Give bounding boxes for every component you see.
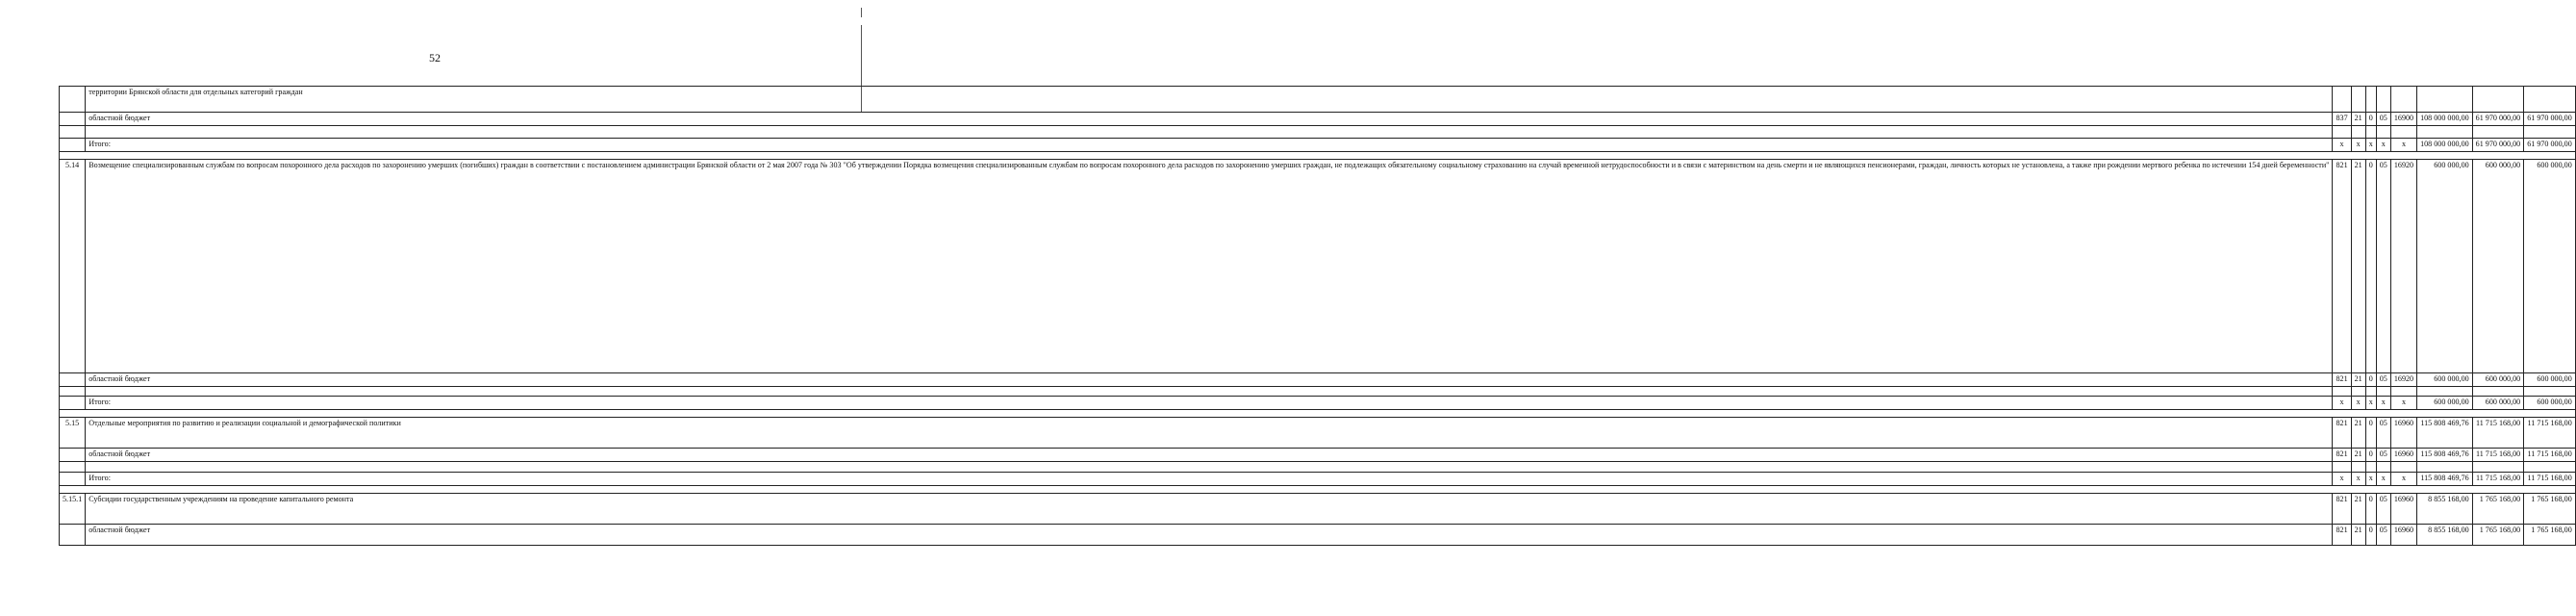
row-cell: 0 <box>2365 525 2376 546</box>
row-cell: 0 <box>2365 160 2376 373</box>
row-cell <box>2365 87 2376 113</box>
row-amount: 11 715 168,00 <box>2524 473 2576 486</box>
table-gap <box>60 152 2576 160</box>
row-cell: x <box>2376 139 2390 152</box>
table-gap <box>60 387 2576 397</box>
row-cell: x <box>2365 139 2376 152</box>
row-amount <box>2472 87 2524 113</box>
row-cell: x <box>2376 397 2390 410</box>
row-amount: 108 000 000,00 <box>2417 139 2473 152</box>
row-code: 5.15.1 <box>60 494 86 525</box>
row-cell: 16900 <box>2390 113 2416 126</box>
row-cell: x <box>2333 397 2351 410</box>
row-amount: 600 000,00 <box>2472 397 2524 410</box>
table-row <box>60 494 2576 525</box>
row-cell: 821 <box>2333 160 2351 373</box>
row-amount: 108 000 000,00 <box>2417 113 2473 126</box>
table-row <box>60 449 2576 462</box>
row-cell <box>2376 87 2390 113</box>
row-amount: 61 970 000,00 <box>2472 139 2524 152</box>
table-row <box>60 87 2576 113</box>
budget-table <box>59 86 2576 546</box>
row-name: областной бюджет <box>86 525 2333 546</box>
row-amount <box>2524 87 2576 113</box>
row-cell: 05 <box>2376 449 2390 462</box>
row-amount: 61 970 000,00 <box>2524 113 2576 126</box>
row-cell: x <box>2390 139 2416 152</box>
table-row <box>60 139 2576 152</box>
row-amount: 600 000,00 <box>2524 160 2576 373</box>
row-cell <box>2390 87 2416 113</box>
row-amount: 600 000,00 <box>2472 373 2524 387</box>
row-amount: 11 715 168,00 <box>2472 418 2524 449</box>
table-row <box>60 160 2576 373</box>
table-row <box>60 113 2576 126</box>
row-code: 5.15 <box>60 418 86 449</box>
scan-edge-mark <box>861 8 862 17</box>
table-row <box>60 473 2576 486</box>
row-cell: 16960 <box>2390 525 2416 546</box>
row-cell: x <box>2351 139 2365 152</box>
row-amount: 600 000,00 <box>2417 160 2473 373</box>
row-cell: 21 <box>2351 525 2365 546</box>
table-row <box>60 525 2576 546</box>
row-amount: 11 715 168,00 <box>2524 418 2576 449</box>
row-cell: 16960 <box>2390 418 2416 449</box>
row-cell: x <box>2333 473 2351 486</box>
row-cell: 837 <box>2333 113 2351 126</box>
row-cell: x <box>2351 473 2365 486</box>
row-amount: 61 970 000,00 <box>2472 113 2524 126</box>
row-cell: x <box>2390 397 2416 410</box>
table-gap <box>60 462 2576 473</box>
row-name: областной бюджет <box>86 449 2333 462</box>
row-code <box>60 525 86 546</box>
row-cell: x <box>2376 473 2390 486</box>
table-row <box>60 418 2576 449</box>
row-code <box>60 473 86 486</box>
row-code <box>60 397 86 410</box>
row-amount: 600 000,00 <box>2472 160 2524 373</box>
row-cell: 21 <box>2351 160 2365 373</box>
row-cell: 05 <box>2376 373 2390 387</box>
row-cell: 21 <box>2351 113 2365 126</box>
row-amount: 600 000,00 <box>2417 373 2473 387</box>
row-cell: x <box>2351 397 2365 410</box>
row-amount <box>2417 87 2473 113</box>
row-cell: 16920 <box>2390 160 2416 373</box>
row-name: территории Брянской области для отдельных категорий граждан <box>86 87 2333 113</box>
row-cell: 821 <box>2333 525 2351 546</box>
row-code: 5.14 <box>60 160 86 373</box>
row-cell: 05 <box>2376 525 2390 546</box>
row-code <box>60 139 86 152</box>
row-cell: 821 <box>2333 373 2351 387</box>
row-amount: 1 765 168,00 <box>2472 494 2524 525</box>
row-name: Итого: <box>86 473 2333 486</box>
table-row <box>60 373 2576 387</box>
row-amount: 600 000,00 <box>2524 373 2576 387</box>
row-amount: 61 970 000,00 <box>2524 139 2576 152</box>
row-name: областной бюджет <box>86 113 2333 126</box>
row-cell: 0 <box>2365 418 2376 449</box>
row-cell: 821 <box>2333 449 2351 462</box>
row-cell: 0 <box>2365 449 2376 462</box>
table-gap <box>60 486 2576 494</box>
row-name: Итого: <box>86 139 2333 152</box>
row-cell: 21 <box>2351 449 2365 462</box>
row-name: Субсидии государственным учреждениям на проведение капитального ремонта <box>86 494 2333 525</box>
row-amount: 115 808 469,76 <box>2417 449 2473 462</box>
row-cell: 21 <box>2351 494 2365 525</box>
row-amount: 1 765 168,00 <box>2524 525 2576 546</box>
row-cell: 16960 <box>2390 449 2416 462</box>
row-cell: x <box>2333 139 2351 152</box>
row-amount: 1 765 168,00 <box>2524 494 2576 525</box>
row-cell: 0 <box>2365 113 2376 126</box>
row-cell: x <box>2365 473 2376 486</box>
row-cell: x <box>2390 473 2416 486</box>
row-cell: 0 <box>2365 373 2376 387</box>
row-cell <box>2333 87 2351 113</box>
row-amount: 600 000,00 <box>2524 397 2576 410</box>
row-code <box>60 87 86 113</box>
row-cell: 05 <box>2376 418 2390 449</box>
row-amount: 600 000,00 <box>2417 397 2473 410</box>
row-cell: 0 <box>2365 494 2376 525</box>
row-cell: 21 <box>2351 418 2365 449</box>
row-amount: 8 855 168,00 <box>2417 525 2473 546</box>
row-code <box>60 373 86 387</box>
row-cell: x <box>2365 397 2376 410</box>
row-cell <box>2351 87 2365 113</box>
row-cell: 05 <box>2376 113 2390 126</box>
row-amount: 11 715 168,00 <box>2524 449 2576 462</box>
row-amount: 1 765 168,00 <box>2472 525 2524 546</box>
row-cell: 821 <box>2333 418 2351 449</box>
row-cell: 21 <box>2351 373 2365 387</box>
table-row <box>60 397 2576 410</box>
table-gap <box>60 126 2576 139</box>
row-name: Возмещение специализированным службам по вопросам похоронного дела расходов по захоронению умерших (погибших) граждан в соответствии с постановлением администрации Брянской области от 2 мая 2007 года № 303 "Об утверждении Порядка возмещения специализированным службам по вопросам похоронного дела расходов по захоронению умерших граждан, не подлежащих обязательному социальному страхованию на случай временной нетрудоспособности и в связи с материнством на день смерти и не являющихся пенсионерами, граждан, личность которых не установлена, а также при рождении мертвого ребенка по истечении 154 дней беременности" <box>86 160 2333 373</box>
row-name: Итого: <box>86 397 2333 410</box>
row-cell: 05 <box>2376 160 2390 373</box>
row-cell: 16920 <box>2390 373 2416 387</box>
row-cell: 821 <box>2333 494 2351 525</box>
row-amount: 115 808 469,76 <box>2417 473 2473 486</box>
table-gap <box>60 410 2576 418</box>
row-cell: 16960 <box>2390 494 2416 525</box>
row-amount: 115 808 469,76 <box>2417 418 2473 449</box>
row-name: областной бюджет <box>86 373 2333 387</box>
row-amount: 8 855 168,00 <box>2417 494 2473 525</box>
row-amount: 11 715 168,00 <box>2472 449 2524 462</box>
page-number: 52 <box>429 51 441 64</box>
table-body <box>60 87 2576 546</box>
row-cell: 05 <box>2376 494 2390 525</box>
row-code <box>60 449 86 462</box>
row-code <box>60 113 86 126</box>
row-amount: 11 715 168,00 <box>2472 473 2524 486</box>
row-name: Отдельные мероприятия по развитию и реализации социальной и демографической политики <box>86 418 2333 449</box>
